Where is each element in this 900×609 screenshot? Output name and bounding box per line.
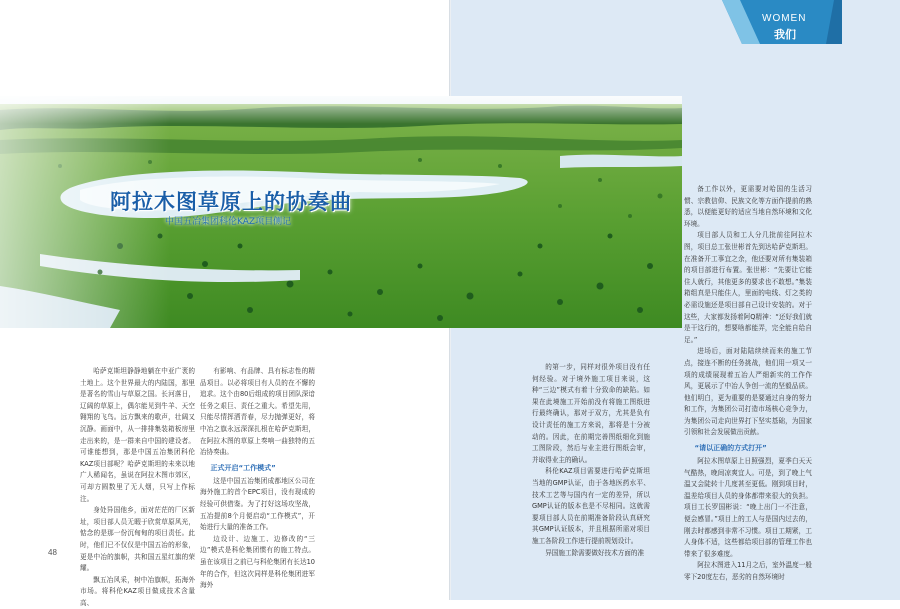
text-column-1 [80, 366, 195, 607]
text-column-2 [200, 366, 315, 596]
body-paragraph: 有影响、有品牌、具有标志性的精品项目。以必将项目有人员的在不懈的追求。这个由80后组成的项目团队深谙任务之艰巨、责任之重大。希望先用，只能尽情挥洒青春，尽力抛弹更好，将中冶之旗永远深深扎根在哈萨克斯坦，在阿拉木图的草原上奏响一曲独特的五冶协奏曲。 [200, 367, 315, 457]
body-paragraph: 科伦KAZ项目需要进行哈萨克斯坦当地的GMP认证，由于各地医药水平、技术工艺等与国内有一定的差异，所以GMP认证的版本也是不尽相同。这就需要项目部人员在前期准备阶段认真研究其GMP认证版本，并且根据所需对项目施工各阶段工作进行提前规划设计。 [532, 467, 650, 545]
body-paragraph: 边设计、边施工、边修改的“三边”模式是科伦集团惯有的施工特点。虽在该项目之前已与科伦集团有长达10年的合作，但这次同样是科伦集团进军海外 [200, 534, 315, 590]
article-title: 阿拉木图草原上的协奏曲 [110, 190, 352, 214]
body-paragraph: 这是中国五冶集团成都地区公司在海外施工的首个EPC项目，没有现成的经验可供借鉴。为了打好这场攻坚战，五冶提前8个月便启动“工作模式”，开始进行大量的准备工作。 [200, 476, 315, 532]
section-badge [722, 0, 842, 44]
body-paragraph: 飘五冶风采，树中冶旗帜，拓海外市场。将科伦KAZ项目做成技术含量高、 [80, 575, 195, 607]
body-paragraph: 进场后，面对陆陆续续而来的施工节点，接连不断的任务挑战，他们用一项又一项的成绩展现着五冶人严细新实的工作作风，更展示了中冶人争创一流的坚毅品质。他们明白，更为重要的是要通过自身的努力和工作，为集团公司打造市场核心竞争力，为集团公司走向世界打下坚实基础，为国家引领和社会发展做出贡献。 [684, 347, 812, 437]
text-column-4 [684, 184, 812, 596]
body-paragraph: 备工作以外，更需要对哈国的生活习惯、宗教信仰、民族文化等方面作提前的熟悉，以便能更好的适应当地自然环境和文化环境。 [684, 185, 812, 228]
section-title: 我们 [774, 28, 796, 41]
section-heading: 正式开启“工作模式” [210, 463, 276, 472]
text-column-3 [532, 362, 650, 598]
section-word: WOMEN [762, 13, 807, 24]
article-subtitle: 中国五冶集团科伦KAZ项目侧记 [165, 217, 292, 227]
body-paragraph: 异国施工除需要做好技术方面的准 [545, 548, 645, 557]
page-number: 48 [48, 548, 57, 557]
body-paragraph: 哈萨克斯坦静静地躺在中亚广袤的土地上。这个世界最大的内陆国，那里是著名的雪山与草原之国。长河落日，辽阔的草原上，偶尔能见到牛羊、天空翱翔的飞鸟。远方飘来的歌声，壮阔又沉静。画面中，从一排排集装箱板房里走出来的，是一群来自中国的建设者。可谁能想到，那是中国五冶集团科伦KAZ项目部呢？哈萨克斯坦的未来以地广人稀闻名，虽说在阿拉木图市郊区，可却方圆数里了无人烟，只写上作标注。 [80, 367, 195, 503]
body-paragraph: 阿拉木图草原上日照强烈，夏季白天天气酷热，晚间凉爽宜人。可是，到了晚上气温又会陡转十几度甚至更低。刚到项目时，温差给项目人员的身体都带来很大的负担。项目工长罗国彬说：“晚上出门一不注意，便会感冒。”项目上的工人与是国内过去的，刚去时都感到非常不习惯。项目工期紧，工人身体不适，这些都给项目部的管理工作也带来了很多难度。 [684, 457, 812, 558]
body-paragraph: 身处异国他乡，面对茫茫的厂区新址，项目部人员无暇于欣赏草原风光，惦念的是那一份沉甸甸的项目责任。此时，他们已不仅仅是中国五冶的形象，更是中冶的旗帜，共和国五星红旗的荣耀。 [80, 506, 195, 573]
body-paragraph: 阿拉木图进入11月之后，室外温度一般零下20度左右，恶劣的自然环境时 [684, 561, 812, 581]
body-paragraph: 项目部人员和工人分几批前往阿拉木图，项目总工张世彬首先到达哈萨克斯坦。在准备开工事宜之余，他还要对所有集装箱的项目部进行布置。张世彬：“先要让它能住人就行，其他更多的要求也不敢想。”集装箱组真是只能住人，里面的电线、灯之类的必需设施还是项目部自己设计安装的。对于这些，大家都发扬着阿Q精神：“还好我们就是干这行的，想要啥都能弄，完全能自给自足。” [684, 231, 812, 344]
section-heading: “请以正确的方式打开” [694, 444, 767, 453]
body-paragraph: 的第一步，同样对很外项目没有任何经验。对于境外施工项目来说，这种“三边”模式有着十分致命的缺陷。如果在此境施工开始前没有将施工图纸进行最终确认，那对于双方，尤其是负有设计责任的施工方来说，那将是十分被动的。因此，在前期完善图纸细化到施工图阶段，然后与业主进行图纸会审，并取得业主的确认。 [532, 363, 650, 464]
